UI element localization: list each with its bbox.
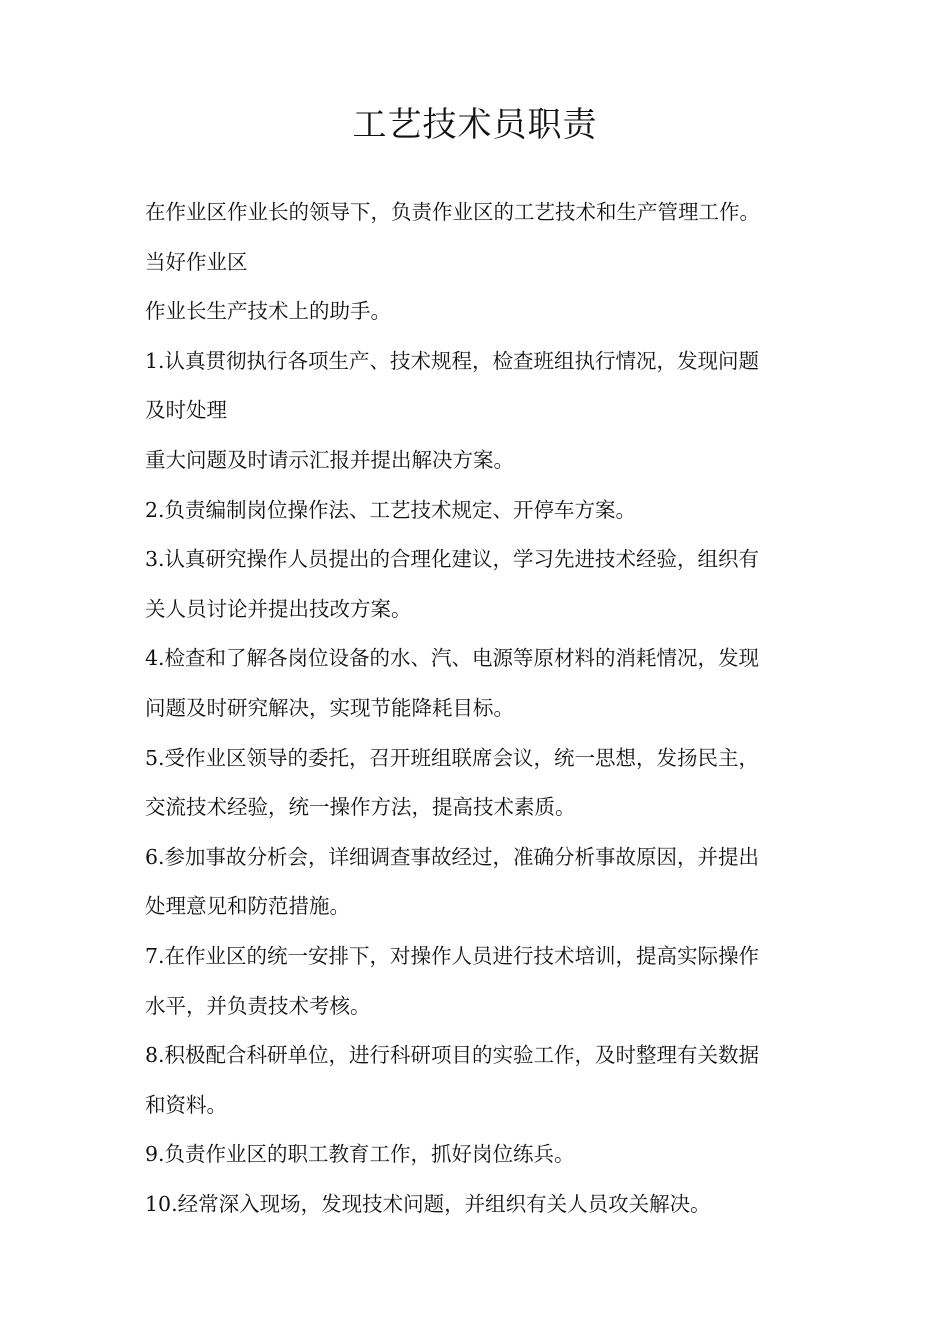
text-line: 5.受作业区领导的委托，召开班组联席会议，统一思想，发扬民主， bbox=[145, 745, 760, 770]
text-line: 处理意见和防范措施。 bbox=[145, 894, 350, 919]
text-line: 3.认真研究操作人员提出的合理化建议，学习先进技术经验，组织有 bbox=[145, 547, 760, 572]
text-line: 重大问题及时请示汇报并提出解决方案。 bbox=[145, 447, 514, 472]
text-line: 6.参加事故分析会，详细调查事故经过，准确分析事故原因，并提出 bbox=[145, 844, 760, 869]
text-line: 8.积极配合科研单位，进行科研项目的实验工作，及时整理有关数据 bbox=[145, 1043, 760, 1068]
text-line: 水平，并负责技术考核。 bbox=[145, 993, 371, 1018]
text-line: 2.负责编制岗位操作法、工艺技术规定、开停车方案。 bbox=[145, 497, 637, 522]
text-line: 当好作业区 bbox=[145, 249, 248, 274]
text-line: 4.检查和了解各岗位设备的水、汽、电源等原材料的消耗情况，发现 bbox=[145, 646, 760, 671]
text-line: 和资料。 bbox=[145, 1092, 227, 1117]
text-line: 问题及时研究解决，实现节能降耗目标。 bbox=[145, 695, 514, 720]
text-line: 1.认真贯彻执行各项生产、技术规程，检查班组执行情况，发现问题 bbox=[145, 348, 760, 373]
document-title: 工艺技术员职责 bbox=[352, 105, 598, 145]
text-line: 10.经常深入现场，发现技术问题，并组织有关人员攻关解决。 bbox=[145, 1191, 711, 1216]
text-line: 交流技术经验，统一操作方法，提高技术素质。 bbox=[145, 795, 576, 820]
text-line: 在作业区作业长的领导下，负责作业区的工艺技术和生产管理工作。 bbox=[145, 200, 760, 224]
text-line: 7.在作业区的统一安排下，对操作人员进行技术培训，提高实际操作 bbox=[145, 943, 760, 968]
text-line: 关人员讨论并提出技改方案。 bbox=[145, 596, 412, 621]
text-line: 及时处理 bbox=[145, 398, 227, 423]
text-line: 作业长生产技术上的助手。 bbox=[145, 299, 391, 324]
document-body bbox=[145, 188, 815, 1229]
text-line: 9.负责作业区的职工教育工作，抓好岗位练兵。 bbox=[145, 1142, 575, 1167]
